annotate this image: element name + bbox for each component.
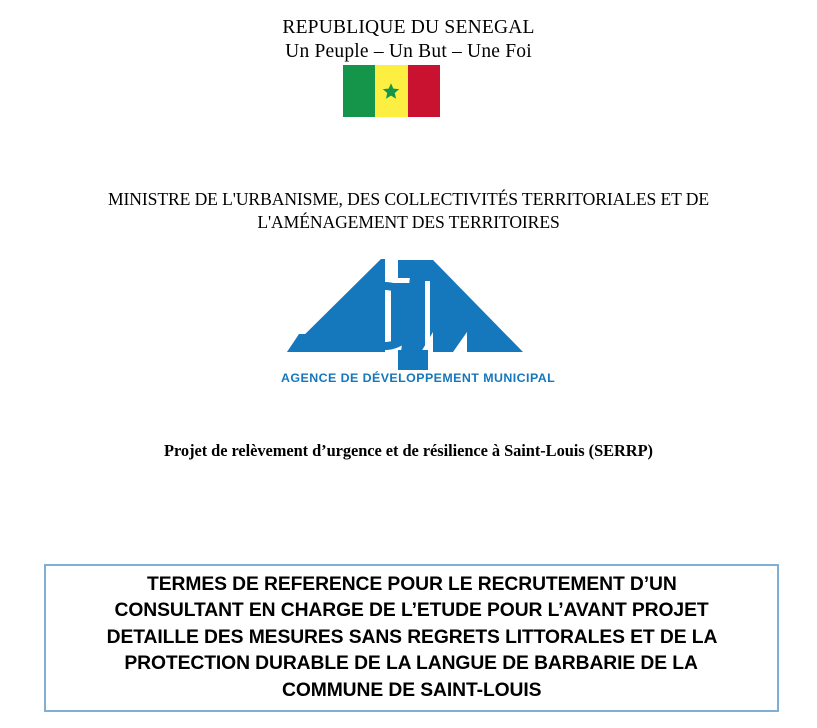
- title-line-2: CONSULTANT EN CHARGE DE L’ETUDE POUR L’AVANT PROJET: [114, 599, 709, 622]
- ministry-line-2: L'AMÉNAGEMENT DES TERRITOIRES: [257, 212, 560, 232]
- title-line-4: PROTECTION DURABLE DE LA LANGUE DE BARBARIE DE LA: [124, 652, 699, 675]
- adm-logo: [281, 258, 556, 392]
- flag-band-green: [343, 65, 375, 117]
- ministry-name: [98, 188, 719, 234]
- title-line-1: TERMES DE REFERENCE POUR LE RECRUTEMENT D’UN: [146, 572, 677, 595]
- terms-of-reference-title-box: [44, 564, 779, 712]
- adm-logo-tagline: AGENCE DE DÉVELOPPEMENT MUNICIPAL: [281, 371, 556, 385]
- title-line-5: COMMUNE DE SAINT-LOUIS: [281, 678, 542, 701]
- national-motto: Un Peuple – Un But – Une Foi: [285, 41, 532, 62]
- flag-band-red: [408, 65, 440, 117]
- senegal-flag: [343, 65, 440, 117]
- project-title: Projet de relèvement d’urgence et de résilience à Saint-Louis (SERRP): [164, 441, 653, 460]
- flag-band-yellow: [375, 65, 407, 117]
- country-name: REPUBLIQUE DU SENEGAL: [282, 17, 535, 38]
- adm-logo-mark-icon: [281, 258, 529, 372]
- ministry-line-1: MINISTRE DE L'URBANISME, DES COLLECTIVITÉS TERRITORIALES ET DE: [107, 189, 709, 209]
- republic-header: [0, 16, 817, 64]
- flag-star-icon: [383, 83, 400, 100]
- title-line-3: DETAILLE DES MESURES SANS REGRETS LITTORALES ET DE LA: [106, 625, 717, 648]
